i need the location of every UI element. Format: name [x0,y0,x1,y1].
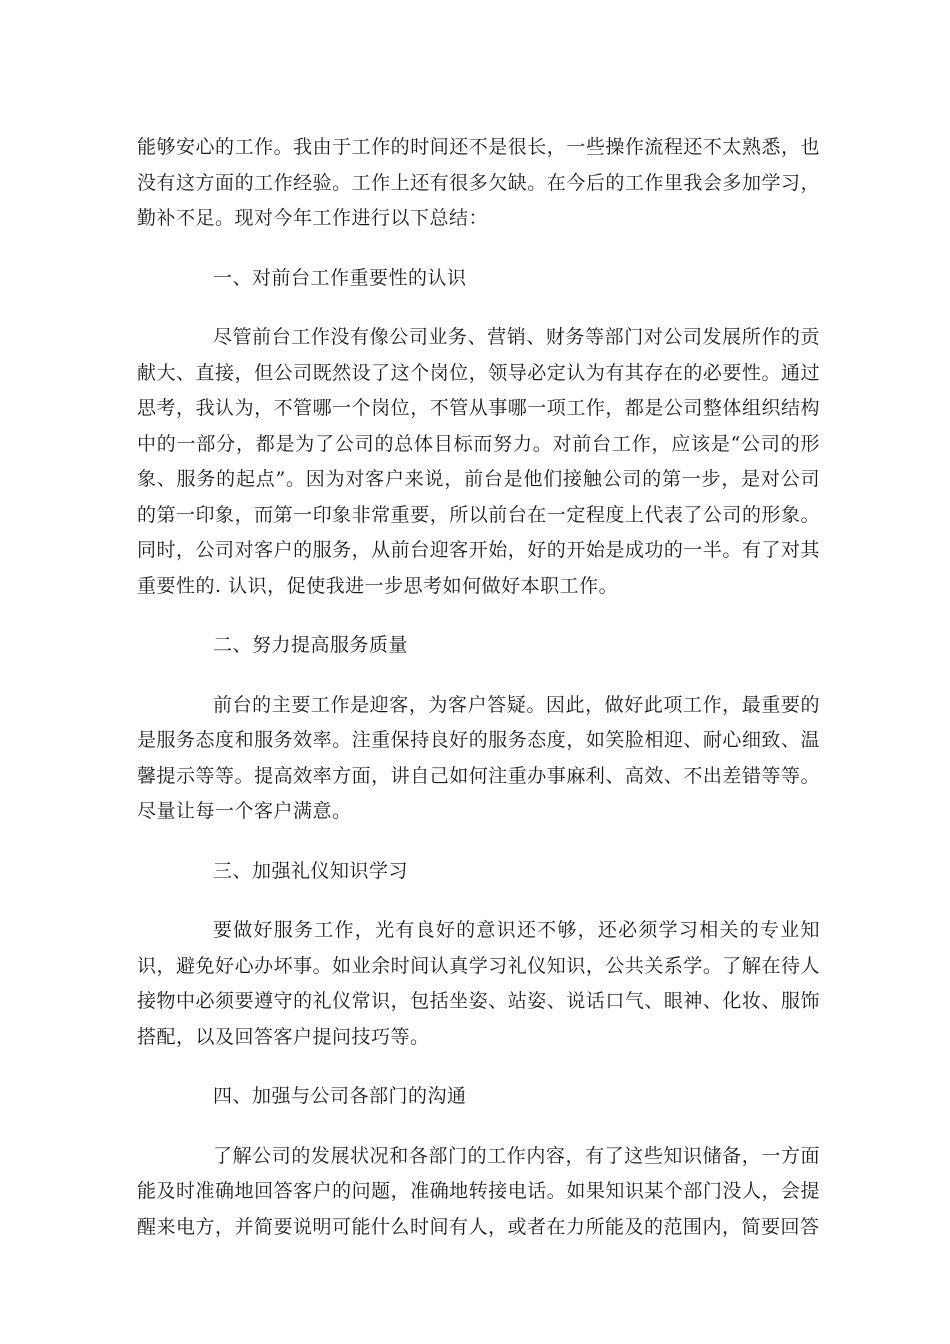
section-4-heading: 四、加强与公司各部门的沟通 [213,1085,467,1107]
section-2-heading: 二、努力提高服务质量 [213,634,409,656]
section-3-body: 要做好服务工作，光有良好的意识还不够，还必须学习相关的专业知识，避免好心办坏事。如业余时间认真学习礼仪知识，公共关系学。了解在待人接物中必须要遵守的礼仪常识，包括坐姿、站姿、说话口气、眼神、化妆、服饰搭配，以及回答客户提问技巧等。 [137,919,820,1048]
section-1-heading: 一、对前台工作重要性的认识 [213,266,467,289]
section-4-body: 了解公司的发展状况和各部门的工作内容，有了这些知识储备，一方面能及时准确地回答客户的问题，准确地转接电话。如果知识某个部门没人，会提醒来电方，并简要说明可能什么时间有人，或者在力所能及的范围内，简要回答 [137,1144,820,1238]
document-page [137,130,820,1269]
section-2-body: 前台的主要工作是迎客，为客户答疑。因此，做好此项工作，最重要的是服务态度和服务效率。注重保持良好的服务态度，如笑脸相迎、耐心细致、温馨提示等等。提高效率方面，讲自己如何注重办事麻利、高效、不出差错等等。尽量让每一个客户满意。 [137,693,820,822]
section-3-heading: 三、加强礼仪知识学习 [213,859,409,882]
intro-paragraph: 能够安心的工作。我由于工作的时间还不是很长，一些操作流程还不太熟悉，也没有这方面的工作经验。工作上还有很多欠缺。在今后的工作里我会多加学习，勤补不足。现对今年工作进行以下总结： [137,136,820,229]
section-1-body: 尽管前台工作没有像公司业务、营销、财务等部门对公司发展所作的贡献大、直接，但公司既然设了这个岗位，领导必定认为有其存在的必要性。通过思考，我认为，不管哪一个岗位，不管从事哪一项工作，都是公司整体组织结构中的一部分，都是为了公司的总体目标而努力。对前台工作，应该是“公司的形象、服务的起点”。因为对客户来说，前台是他们接触公司的第一步，是对公司的第一印象，而第一印象非常重要，所以前台在一定程度上代表了公司的形象。同时，公司对客户的服务，从前台迎客开始，好的开始是成功的一半。有了对其重要性的. 认识，促使我进一步思考如何做好本职工作。 [137,326,820,597]
